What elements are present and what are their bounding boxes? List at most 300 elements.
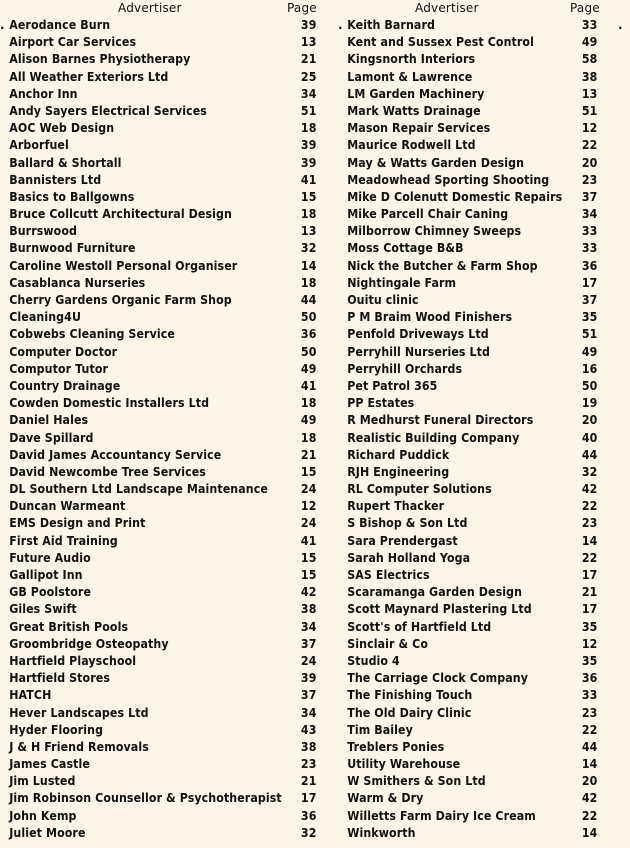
advertiser-row: [0, 653, 317, 670]
advertiser-name: Milborrow Chimney Sweeps: [347, 224, 522, 239]
advertiser-row: [0, 447, 317, 464]
advertiser-name: J & H Friend Removals: [9, 739, 149, 754]
page-number: 17: [300, 791, 317, 806]
advertiser-name: Scott Maynard Plastering Ltd: [347, 602, 532, 617]
advertiser-name: Cobwebs Cleaning Service: [9, 327, 175, 342]
advertiser-name: Moss Cottage B&B: [347, 241, 464, 256]
advertiser-row: [0, 722, 317, 739]
advertiser-row: [0, 670, 317, 687]
advertiser-name: DL Southern Ltd Landscape Maintenance: [9, 482, 268, 497]
advertiser-row: [0, 481, 317, 498]
leader-dot-mark: .: [0, 18, 5, 32]
advertiser-row: [0, 240, 317, 257]
advertiser-row: [0, 756, 317, 773]
advertiser-row: [338, 155, 607, 172]
advertiser-name: Hever Landscapes Ltd: [9, 705, 149, 720]
column-header-row: [0, 0, 322, 17]
advertiser-name: David Newcombe Tree Services: [9, 464, 206, 479]
advertiser-name: Future Audio: [9, 550, 91, 565]
advertiser-row: [338, 430, 607, 447]
advertiser-name: Caroline Westoll Personal Organiser: [9, 258, 238, 273]
advertiser-name: Giles Swift: [9, 602, 77, 617]
advertiser-row: [0, 292, 317, 309]
advertiser-row: [338, 722, 607, 739]
advertiser-row: [338, 653, 607, 670]
page-number: 39: [300, 18, 317, 32]
advertiser-name: Willetts Farm Dairy Ice Cream: [347, 808, 536, 823]
advertiser-header: Advertiser: [118, 1, 182, 15]
page-number: 36: [300, 808, 317, 823]
advertiser-row: [0, 361, 317, 378]
advertiser-list-right: [338, 17, 630, 842]
advertiser-name: Sara Prendergast: [347, 533, 458, 548]
advertiser-name: Utility Warehouse: [347, 757, 461, 772]
page-number: 23: [581, 172, 598, 187]
advertiser-name: Hartfield Stores: [9, 671, 111, 686]
page-number: 41: [300, 378, 317, 393]
advertiser-name: Cherry Gardens Organic Farm Shop: [9, 293, 232, 307]
page-number: 43: [300, 722, 317, 737]
page-number: 34: [300, 619, 317, 634]
advertiser-row: [0, 705, 317, 722]
page-number: 22: [581, 138, 598, 153]
advertiser-name: First Aid Training: [9, 533, 118, 548]
page-number: 37: [300, 688, 317, 703]
advertiser-name: Kingsnorth Interiors: [347, 52, 476, 67]
page-number: 40: [581, 430, 598, 445]
advertiser-row: [338, 739, 607, 756]
advertiser-row: [0, 808, 317, 825]
leader-dot-mark: .: [618, 18, 623, 32]
advertiser-row: [0, 498, 317, 515]
advertiser-row: [338, 756, 607, 773]
advertiser-name: Nick the Butcher & Farm Shop: [347, 258, 538, 273]
page-number: 36: [581, 258, 598, 273]
page-number: 22: [581, 499, 598, 514]
page-number: 25: [300, 69, 317, 84]
page-number: 32: [300, 825, 317, 840]
page-number: 20: [581, 774, 598, 789]
advertiser-name: Juliet Moore: [9, 825, 86, 840]
page-number: 35: [581, 653, 598, 668]
column-header-row: [338, 0, 630, 17]
advertiser-row: [338, 344, 607, 361]
advertiser-row: [0, 619, 317, 636]
page-number: 15: [300, 464, 317, 479]
advertiser-row: [0, 223, 317, 240]
advertiser-row: [338, 51, 607, 68]
advertiser-row: [338, 550, 607, 567]
advertiser-name: EMS Design and Print: [9, 516, 146, 531]
page-number: 51: [300, 103, 317, 118]
advertiser-row: [0, 258, 317, 275]
advertiser-row: [0, 34, 317, 51]
page-header: Page: [570, 1, 600, 15]
advertiser-name: Rupert Thacker: [347, 499, 445, 514]
page-number: 23: [581, 705, 598, 720]
advertiser-row: [338, 223, 607, 240]
advertiser-name: RJH Engineering: [347, 464, 450, 479]
advertiser-row: [338, 567, 607, 584]
advertiser-name: May & Watts Garden Design: [347, 155, 525, 170]
page-number: 15: [300, 189, 317, 204]
advertiser-name: Sarah Holland Yoga: [347, 550, 471, 565]
page-number: 50: [581, 378, 598, 393]
advertiser-row: [0, 17, 317, 34]
advertiser-row: [338, 309, 607, 326]
advertiser-row: [338, 636, 607, 653]
advertiser-name: RL Computer Solutions: [347, 482, 492, 497]
advertiser-name: Penfold Driveways Ltd: [347, 327, 489, 342]
page-number: 12: [300, 499, 317, 514]
page-number: 36: [300, 327, 317, 342]
advertiser-row: [0, 206, 317, 223]
page-number: 14: [581, 825, 598, 840]
advertiser-row: [0, 601, 317, 618]
page-number: 49: [300, 361, 317, 376]
advertiser-name: AOC Web Design: [9, 121, 115, 136]
advertiser-row: [338, 533, 607, 550]
advertiser-name: Realistic Building Company: [347, 430, 520, 445]
advertiser-name: Cowden Domestic Installers Ltd: [9, 396, 210, 411]
page-number: 33: [581, 688, 598, 703]
page-number: 39: [300, 155, 317, 170]
advertiser-name: Great British Pools: [9, 619, 129, 634]
advertiser-name: Ballard & Shortall: [9, 155, 122, 170]
advertiser-row: [0, 825, 317, 842]
advertiser-name: Jim Lusted: [9, 774, 76, 789]
page-number: 12: [581, 121, 598, 136]
advertiser-row: [0, 739, 317, 756]
page-number: 17: [581, 568, 598, 582]
page-number: 13: [300, 224, 317, 239]
advertiser-name: Dave Spillard: [9, 430, 94, 445]
advertiser-row: [0, 687, 317, 704]
advertiser-row: [338, 808, 607, 825]
advertiser-name: W Smithers & Son Ltd: [347, 774, 486, 789]
page-number: 20: [581, 155, 598, 170]
advertiser-row: [338, 378, 607, 395]
advertiser-name: Cleaning4U: [9, 310, 82, 325]
advertiser-row: [338, 120, 607, 137]
advertiser-row: [0, 137, 317, 154]
advertiser-row: [338, 34, 607, 51]
advertiser-name: Computor Tutor: [9, 361, 109, 376]
page-number: 39: [300, 138, 317, 153]
page-number: 22: [581, 808, 598, 823]
page-number: 22: [581, 722, 598, 737]
page-number: 39: [300, 671, 317, 686]
advertiser-name: Hyder Flooring: [9, 722, 104, 737]
page-number: 23: [581, 516, 598, 531]
advertiser-name: GB Poolstore: [9, 585, 92, 600]
advertiser-name: Hartfield Playschool: [9, 653, 137, 668]
advertiser-row: [338, 86, 607, 103]
page-number: 38: [300, 739, 317, 754]
advertiser-name: Studio 4: [347, 653, 400, 668]
page-number: 37: [581, 293, 598, 307]
advertiser-name: P M Braim Wood Finishers: [347, 310, 513, 325]
advertiser-row: [338, 481, 607, 498]
advertiser-row: [0, 584, 317, 601]
page-number: 32: [581, 464, 598, 479]
advertiser-row: [338, 292, 607, 309]
advertiser-name: Airport Car Services: [9, 35, 137, 50]
page-number: 21: [581, 585, 598, 600]
advertiser-name: Computer Doctor: [9, 344, 118, 359]
page-number: 50: [300, 344, 317, 359]
advertiser-name: S Bishop & Son Ltd: [347, 516, 468, 531]
advertiser-row: [338, 464, 607, 481]
advertiser-name: Tim Bailey: [347, 722, 413, 737]
advertiser-name: Jim Robinson Counsellor & Psychotherapist: [9, 791, 282, 806]
advertiser-row: [338, 584, 607, 601]
page-header: Page: [287, 1, 317, 15]
page-number: 19: [581, 396, 598, 411]
page-number: 14: [300, 258, 317, 273]
advertiser-row: [0, 515, 317, 532]
advertiser-name: SAS Electrics: [347, 568, 430, 582]
page-number: 14: [581, 533, 598, 548]
advertiser-name: PP Estates: [347, 396, 415, 411]
advertiser-name: The Finishing Touch: [347, 688, 473, 703]
page-number: 24: [300, 516, 317, 531]
page-number: 37: [300, 636, 317, 651]
advertiser-row: [0, 155, 317, 172]
advertiser-name: Treblers Ponies: [347, 739, 445, 754]
page-number: 49: [300, 413, 317, 428]
advertiser-header: Advertiser: [415, 1, 479, 15]
advertiser-row: [338, 240, 607, 257]
page-number: 36: [581, 671, 598, 686]
advertiser-name: Andy Sayers Electrical Services: [9, 103, 207, 118]
page-number: 37: [581, 189, 598, 204]
advertiser-name: Warm & Dry: [347, 791, 424, 806]
leader-dot-mark: .: [338, 18, 343, 32]
advertiser-row: [338, 705, 607, 722]
advertiser-name: Meadowhead Sporting Shooting: [347, 172, 550, 187]
advertiser-name: Maurice Rodwell Ltd: [347, 138, 476, 153]
advertiser-name: Perryhill Orchards: [347, 361, 463, 376]
advertiser-name: Aerodance Burn: [9, 18, 111, 32]
advertiser-row: [338, 773, 607, 790]
advertiser-row: [0, 636, 317, 653]
advertiser-row: [338, 825, 607, 842]
advertiser-row: [0, 309, 317, 326]
page-number: 17: [581, 275, 598, 290]
advertiser-name: Mike Parcell Chair Caning: [347, 207, 509, 222]
page-number: 33: [581, 241, 598, 256]
advertiser-name: David James Accountancy Service: [9, 447, 222, 462]
advertiser-name: Alison Barnes Physiotherapy: [9, 52, 191, 67]
page-number: 44: [581, 739, 598, 754]
page-number: 41: [300, 533, 317, 548]
advertiser-row: [338, 258, 607, 275]
advertiser-index-right-column: [338, 0, 630, 842]
page-number: 41: [300, 172, 317, 187]
page-number: 15: [300, 550, 317, 565]
page-number: 33: [581, 18, 598, 32]
advertiser-row: [0, 344, 317, 361]
advertiser-row: [0, 412, 317, 429]
advertiser-row: [338, 412, 607, 429]
advertiser-row: [0, 790, 317, 807]
page-number: 17: [581, 602, 598, 617]
page-number: 24: [300, 653, 317, 668]
advertiser-row: [0, 773, 317, 790]
advertiser-name: Mike D Colenutt Domestic Repairs: [347, 189, 563, 204]
advertiser-row: [0, 326, 317, 343]
advertiser-name: Burrswood: [9, 224, 78, 239]
page-number: 13: [300, 35, 317, 50]
advertiser-name: Groombridge Osteopathy: [9, 636, 169, 651]
advertiser-row: [338, 103, 607, 120]
page-number: 33: [581, 224, 598, 239]
advertiser-row: [338, 361, 607, 378]
advertiser-name: Lamont & Lawrence: [347, 69, 473, 84]
page-number: 21: [300, 447, 317, 462]
advertiser-row: [0, 395, 317, 412]
advertiser-name: HATCH: [9, 688, 52, 703]
advertiser-name: Keith Barnard: [347, 18, 435, 32]
page-number: 18: [300, 275, 317, 290]
advertiser-row: [338, 601, 607, 618]
page-number: 38: [581, 69, 598, 84]
advertiser-row: [338, 790, 607, 807]
advertiser-name: Anchor Inn: [9, 86, 78, 101]
advertiser-row: [338, 206, 607, 223]
page-number: 51: [581, 103, 598, 118]
advertiser-row: [338, 69, 607, 86]
advertiser-row: [0, 86, 317, 103]
page-number: 38: [300, 602, 317, 617]
advertiser-row: [338, 137, 607, 154]
advertiser-row: [0, 378, 317, 395]
advertiser-name: LM Garden Machinery: [347, 86, 485, 101]
advertiser-row: [338, 670, 607, 687]
advertiser-row: [338, 619, 607, 636]
advertiser-row: [0, 120, 317, 137]
advertiser-name: Pet Patrol 365: [347, 378, 438, 393]
advertiser-name: Casablanca Nurseries: [9, 275, 146, 290]
advertiser-row: [338, 447, 607, 464]
advertiser-row: [338, 395, 607, 412]
page-number: 35: [581, 310, 598, 325]
page-number: 44: [581, 447, 598, 462]
advertiser-name: The Old Dairy Clinic: [347, 705, 472, 720]
page-number: 42: [581, 482, 598, 497]
advertiser-row: [338, 189, 607, 206]
advertiser-row: [0, 550, 317, 567]
advertiser-name: John Kemp: [9, 808, 77, 823]
advertiser-name: Mark Watts Drainage: [347, 103, 481, 118]
page-number: 49: [581, 35, 598, 50]
advertiser-list-left: [0, 17, 322, 842]
page-number: 34: [300, 705, 317, 720]
page-number: 35: [581, 619, 598, 634]
page-number: 13: [581, 86, 598, 101]
page-number: 16: [581, 361, 598, 376]
page-number: 20: [581, 413, 598, 428]
page-number: 58: [581, 52, 598, 67]
page-number: 34: [300, 86, 317, 101]
advertiser-row: [338, 275, 607, 292]
advertiser-name: Nightingale Farm: [347, 275, 457, 290]
advertiser-name: All Weather Exteriors Ltd: [9, 69, 169, 84]
advertiser-row: [0, 172, 317, 189]
page-number: 44: [300, 293, 317, 307]
page-number: 12: [581, 636, 598, 651]
page-number: 21: [300, 52, 317, 67]
advertiser-row: [0, 69, 317, 86]
advertiser-name: Ouitu clinic: [347, 293, 419, 307]
page-number: 18: [300, 121, 317, 136]
page-number: 32: [300, 241, 317, 256]
advertiser-row: [0, 567, 317, 584]
page-number: 18: [300, 207, 317, 222]
advertiser-name: Kent and Sussex Pest Control: [347, 35, 534, 50]
advertiser-name: The Carriage Clock Company: [347, 671, 529, 686]
advertiser-name: Mason Repair Services: [347, 121, 491, 136]
advertiser-name: R Medhurst Funeral Directors: [347, 413, 534, 428]
advertiser-name: Scaramanga Garden Design: [347, 585, 523, 600]
advertiser-row: [0, 51, 317, 68]
advertiser-name: Gallipot Inn: [9, 568, 83, 582]
page-number: 21: [300, 774, 317, 789]
page-number: 18: [300, 430, 317, 445]
page-number: 50: [300, 310, 317, 325]
advertiser-name: Duncan Warmeant: [9, 499, 126, 514]
advertiser-row: [338, 17, 607, 34]
advertiser-row: [338, 498, 607, 515]
page-number: 49: [581, 344, 598, 359]
page-number: 18: [300, 396, 317, 411]
advertiser-name: Perryhill Nurseries Ltd: [347, 344, 490, 359]
advertiser-name: Arborfuel: [9, 138, 69, 153]
advertiser-row: [0, 275, 317, 292]
advertiser-row: [338, 326, 607, 343]
page-number: 22: [581, 550, 598, 565]
advertiser-row: [338, 515, 607, 532]
page-number: 24: [300, 482, 317, 497]
page-number: 14: [581, 757, 598, 772]
advertiser-name: Sinclair & Co: [347, 636, 429, 651]
advertiser-name: Winkworth: [347, 825, 416, 840]
page-number: 23: [300, 757, 317, 772]
advertiser-row: [0, 430, 317, 447]
advertiser-name: Country Drainage: [9, 378, 121, 393]
advertiser-name: Daniel Hales: [9, 413, 89, 428]
advertiser-name: Richard Puddick: [347, 447, 450, 462]
page-number: 42: [581, 791, 598, 806]
advertiser-row: [0, 533, 317, 550]
page-number: 15: [300, 568, 317, 582]
advertiser-name: Scott's of Hartfield Ltd: [347, 619, 492, 634]
advertiser-name: Burnwood Furniture: [9, 241, 136, 256]
advertiser-row: [338, 687, 607, 704]
advertiser-name: Bannisters Ltd: [9, 172, 102, 187]
advertiser-row: [338, 172, 607, 189]
page-number: 42: [300, 585, 317, 600]
advertiser-name: Basics to Ballgowns: [9, 189, 135, 204]
page-number: 34: [581, 207, 598, 222]
advertiser-row: [0, 189, 317, 206]
advertiser-name: James Castle: [9, 757, 90, 772]
advertiser-row: [0, 464, 317, 481]
page-number: 51: [581, 327, 598, 342]
advertiser-row: [0, 103, 317, 120]
advertiser-name: Bruce Collcutt Architectural Design: [9, 207, 232, 222]
